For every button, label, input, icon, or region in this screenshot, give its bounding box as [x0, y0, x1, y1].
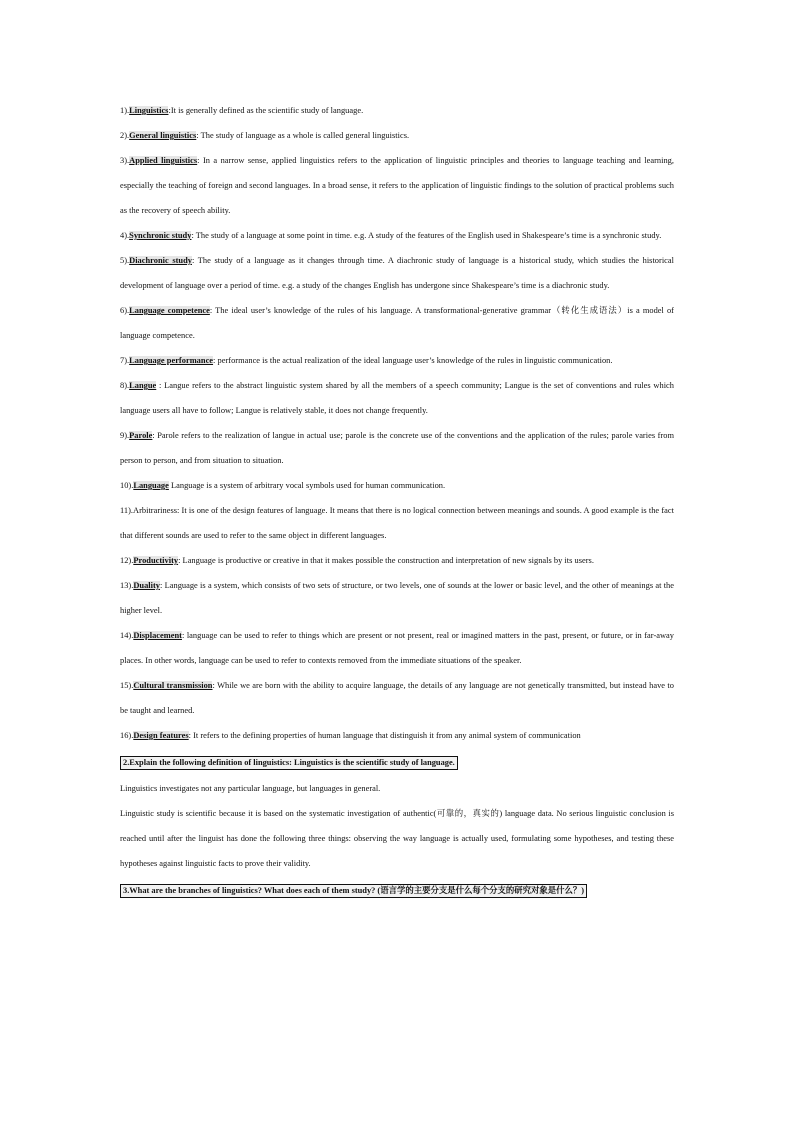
- definition-entry: [120, 673, 674, 723]
- definition-number: 11).: [120, 506, 134, 515]
- section-2-heading-row: [120, 754, 674, 770]
- definition-entry: [120, 623, 674, 673]
- definition-number: 15).: [120, 681, 134, 690]
- definition-entry: [120, 373, 674, 423]
- section-3-heading: 3.What are the branches of linguistics? What does each of them study? (语言学的主要分支是什么每个分支的研究对象是什么？): [120, 884, 587, 898]
- definition-entry: [120, 548, 674, 573]
- definition-number: 7).: [120, 356, 130, 365]
- definition-text: : The study of language as a whole is called general linguistics.: [196, 131, 410, 140]
- document-page: [120, 98, 674, 904]
- definition-text: : The study of a language as it changes through time. A diachronic study of language is a historical study, which studies the historical development of language over a period of time. e.g. a study of the changes English has undergone since Shakespeare’s time is a diachronic study.: [120, 256, 674, 290]
- definition-term: Language performance: [129, 356, 214, 365]
- definition-number: 9).: [120, 431, 130, 440]
- definition-entry: [120, 473, 674, 498]
- definition-term: Diachronic study: [129, 256, 192, 265]
- definition-entry: [120, 223, 674, 248]
- definition-text: : The study of a language at some point in time. e.g. A study of the features of the English used in Shakespeare’s time is a synchronic study.: [191, 231, 662, 240]
- section-2-paragraph: Linguistic study is scientific because it is based on the systematic investigation of authentic(可靠的，真实的) language data. No serious linguistic conclusion is reached until after the linguist has done the following three things: observing the way language is actually used, formulating some hypotheses, and testing these hypotheses against linguistic facts to prove their validity.: [120, 809, 674, 868]
- definition-text: : It refers to the defining properties of human language that distinguish it from any animal system of communication: [188, 731, 581, 740]
- definition-number: 6).: [120, 306, 130, 315]
- definition-term: Displacement: [133, 631, 182, 640]
- definition-entry: [120, 573, 674, 623]
- definition-number: 1).: [120, 106, 130, 115]
- definitions-list: [120, 98, 674, 748]
- definition-entry: [120, 423, 674, 473]
- definition-text: :It is generally defined as the scientific study of language.: [168, 106, 364, 115]
- definition-text: Arbitrariness: It is one of the design features of language. It means that there is no logical connection between meanings and sounds. A good example is the fact that different sounds are used to refer to the same object in different languages.: [120, 506, 674, 540]
- definition-text: : language can be used to refer to things which are present or not present, real or imagined matters in the past, present, or future, or in far-away places. In other words, language can be used to refer to contexts removed from the immediate situations of the speaker.: [120, 631, 674, 665]
- definition-entry: [120, 348, 674, 373]
- definition-term: Parole: [129, 431, 153, 440]
- definition-text: : Language is productive or creative in that it makes possible the construction and interpretation of new signals by its users.: [178, 556, 594, 565]
- definition-text: : While we are born with the ability to acquire language, the details of any language are not genetically transmitted, but instead have to be taught and learned.: [120, 681, 674, 715]
- definition-term: Cultural transmission: [133, 681, 213, 690]
- definition-number: 16).: [120, 731, 134, 740]
- definition-term: Productivity: [133, 556, 179, 565]
- section-2-paragraph: Linguistics investigates not any particular language, but languages in general.: [120, 784, 381, 793]
- definition-term: Language: [133, 481, 169, 490]
- definition-text: : Language is a system, which consists of two sets of structure, or two levels, one of sounds at the lower or basic level, and the other of meanings at the higher level.: [120, 581, 674, 615]
- definition-entry: [120, 298, 674, 348]
- definition-text: : Langue refers to the abstract linguistic system shared by all the members of a speech community; Langue is the set of conventions and rules which language users all have to follow; Langue is relatively stable, it does not change frequently.: [120, 381, 674, 415]
- definition-term: Applied linguistics: [129, 156, 198, 165]
- definition-entry: [120, 148, 674, 223]
- definition-term: Langue: [129, 381, 157, 390]
- definition-number: 14).: [120, 631, 134, 640]
- definition-number: 5).: [120, 256, 130, 265]
- definition-number: 4).: [120, 231, 130, 240]
- definition-text: : performance is the actual realization of the ideal language user’s knowledge of the rules in linguistic communication.: [213, 356, 613, 365]
- definition-entry: [120, 723, 674, 748]
- definition-number: 8).: [120, 381, 130, 390]
- definition-number: 3).: [120, 156, 130, 165]
- definition-number: 2).: [120, 131, 130, 140]
- definition-number: 12).: [120, 556, 134, 565]
- definition-term: Duality: [133, 581, 161, 590]
- definition-text: : In a narrow sense, applied linguistics refers to the application of linguistic principles and theories to language teaching and learning, especially the teaching of foreign and second languages. In a broad sense, it refers to the application of linguistic findings to the solution of practical problems such as the recovery of speech ability.: [120, 156, 674, 215]
- definition-term: General linguistics: [129, 131, 197, 140]
- definition-text: : Parole refers to the realization of langue in actual use; parole is the concrete use of the conventions and the application of the rules; parole varies from person to person, and from situation to situation.: [120, 431, 674, 465]
- definition-entry: [120, 123, 674, 148]
- definition-entry: [120, 248, 674, 298]
- definition-term: Language competence: [129, 306, 210, 315]
- definition-text: : The ideal user’s knowledge of the rules of his language. A transformational-generative grammar（转化生成语法）is a model of language competence.: [120, 306, 674, 340]
- definition-entry: [120, 98, 674, 123]
- section-2-heading: 2.Explain the following definition of linguistics: Linguistics is the scientific study of language.: [120, 756, 458, 770]
- definition-text: Language is a system of arbitrary vocal symbols used for human communication.: [168, 481, 446, 490]
- definition-term: Design features: [133, 731, 189, 740]
- definition-number: 13).: [120, 581, 134, 590]
- definition-entry: [120, 498, 674, 548]
- section-3-heading-row: [120, 882, 674, 898]
- definition-number: 10).: [120, 481, 134, 490]
- definition-term: Linguistics: [129, 106, 169, 115]
- definition-term: Synchronic study: [129, 231, 192, 240]
